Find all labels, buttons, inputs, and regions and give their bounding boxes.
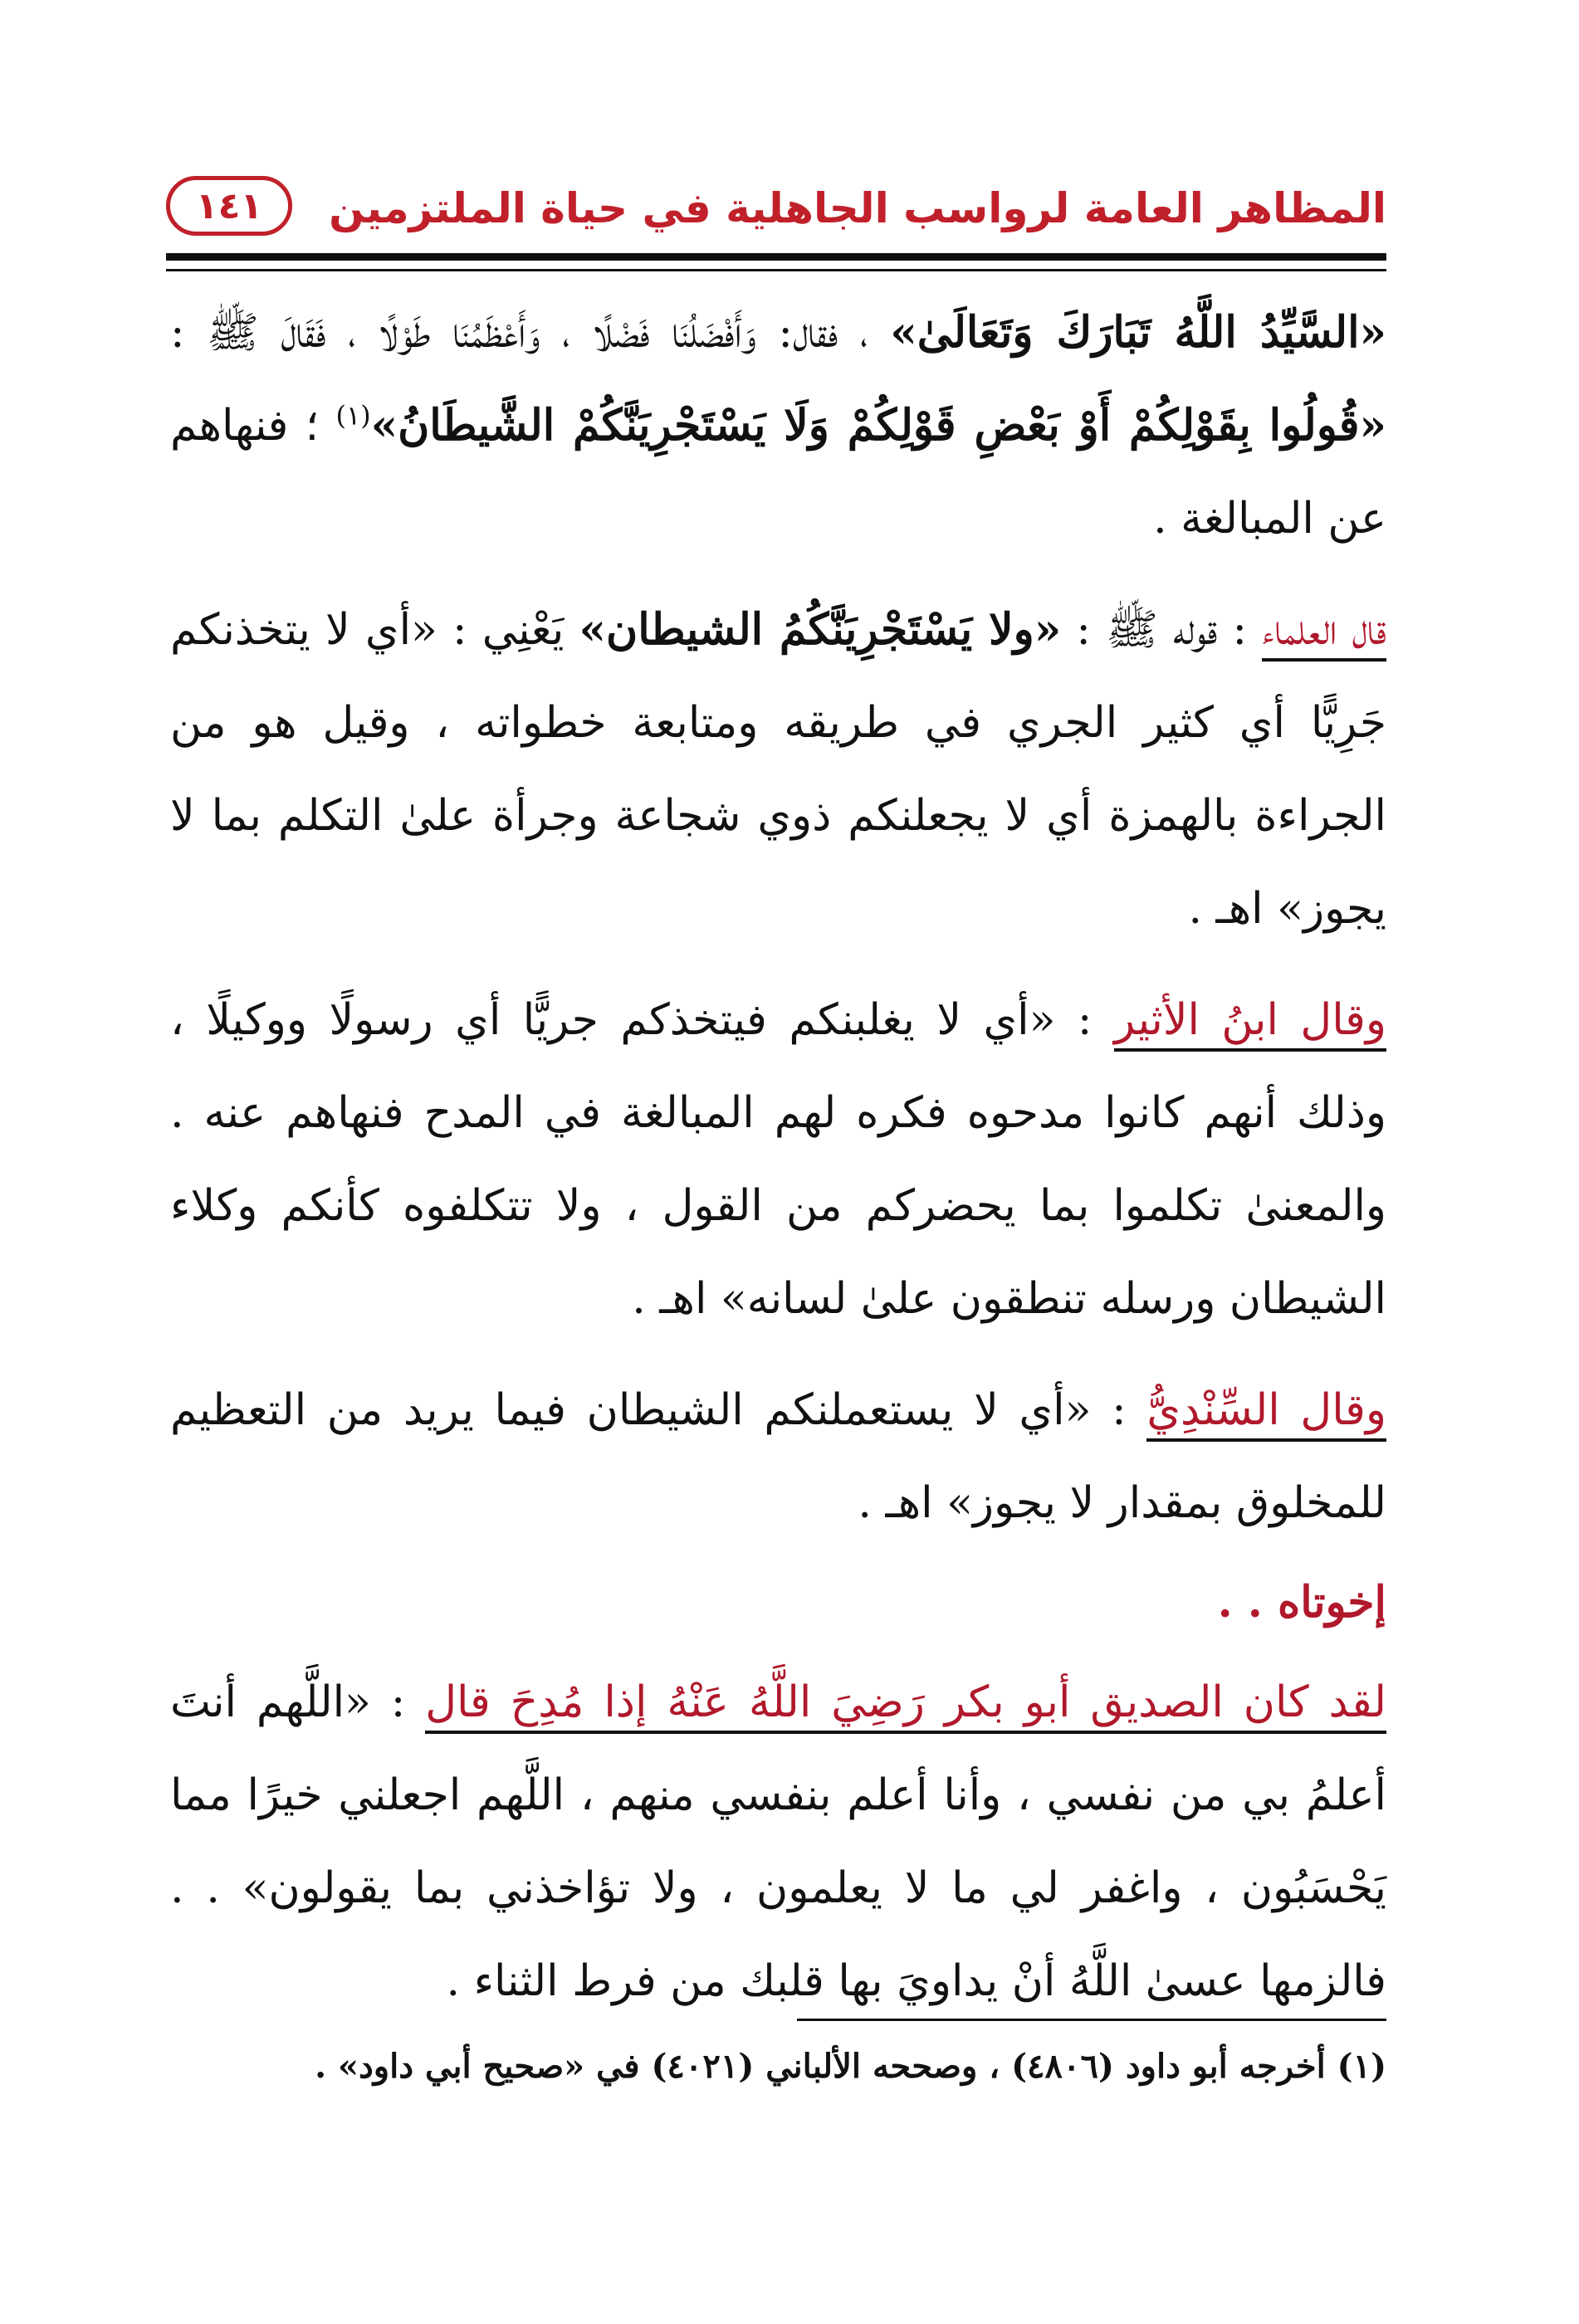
paragraph-1 (170, 286, 1386, 565)
text: ، فقال: وَأَفْضَلُنَا فَضْلًا ، وَأَعْظَمُنَا طَوْلًا ، فَقَالَ ﷺ : (170, 308, 868, 358)
text: : قوله ﷺ : (1076, 605, 1248, 655)
text: يَعْنِي : «أي لا يتخذنكم جَرِيًّا أي كثير الجري في طريقه ومتابعة خطواته ، وقيل هو من الجراءة بالهمزة أي لا يجعلنكم ذوي شجاعة وجرأة علىٰ التكلم بما لا يجوز» اهـ . (170, 605, 1386, 934)
quote: «السَّيِّدُ اللَّهُ تَبَارَكَ وَتَعَالَىٰ» (890, 307, 1387, 358)
main-text (170, 286, 1386, 2028)
paragraph-5 (170, 1656, 1386, 2028)
paragraph-2 (170, 583, 1386, 955)
hadith-quote: «قُولُوا بِقَوْلِكُمْ أَوْ بَعْضِ قَوْلِكُمْ وَلَا يَسْتَجْرِيَنَّكُمْ الشَّيطَانُ» (370, 400, 1386, 451)
speaker-label: وقال ابنُ الأثير (1114, 995, 1386, 1052)
text: : «اللَّهم أنتَ أعلمُ بي من نفسي ، وأنا أعلم بنفسي منهم ، اللَّهم اجعلني خيرًا مما يَحْسَبُون ، واغفر لي ما لا يعلمون ، ولا تؤاخذني بما يقولون» . . فالزمها عسىٰ اللَّهُ أنْ يداويَ بها قلبك من فرط الثناء . (170, 1677, 1386, 2006)
speaker-label: لقد كان الصديق أبو بكر رَضِيَ اللَّهُ عَنْهُ إذا مُدِحَ قال (425, 1677, 1386, 1734)
footnote: (١) أخرجه أبو داود (٤٨٠٦) ، وصححه الألباني (٤٠٢١) في «صحيح أبي داود» . (315, 2047, 1386, 2086)
footnote-ref[interactable]: (١) (335, 399, 371, 432)
footnote-separator (797, 2019, 1386, 2021)
paragraph-4 (170, 1364, 1386, 1550)
text: : «أي لا يغلبنكم فيتخذكم جريًّا أي رسولًا ووكيلًا ، وذلك أنهم كانوا مدحوه فكره لهم المبالغة في المدح فنهاهم عنه . والمعنىٰ تكلموا بما يحضركم من القول ، ولا تتكلفوه كأنكم وكلاء الشيطان ورسله تنطقون علىٰ لسانه» اهـ . (170, 995, 1386, 1324)
page-header (166, 166, 1386, 257)
running-title: المظاهر العامة لرواسب الجاهلية في حياة الملتزمين (329, 184, 1386, 232)
speaker-label: قال العلماء (1262, 605, 1386, 662)
header-rule-thick (166, 253, 1386, 261)
quote: «ولا يَسْتَجْرِيَنَّكُمُ الشيطان» (579, 604, 1062, 655)
header-rule-thin (166, 269, 1386, 271)
speaker-label: وقال السِّنْدِيُّ (1146, 1385, 1386, 1442)
page-number-badge: ١٤١ (166, 176, 292, 236)
section-subheading: إخوتاه . . (1217, 1577, 1386, 1628)
text: ؛ فنهاهم عن المبالغة . (170, 401, 1386, 544)
text: : «أي لا يستعملنكم الشيطان فيما يريد من التعظيم للمخلوق بمقدار لا يجوز» اهـ . (170, 1385, 1386, 1528)
paragraph-3 (170, 974, 1386, 1345)
